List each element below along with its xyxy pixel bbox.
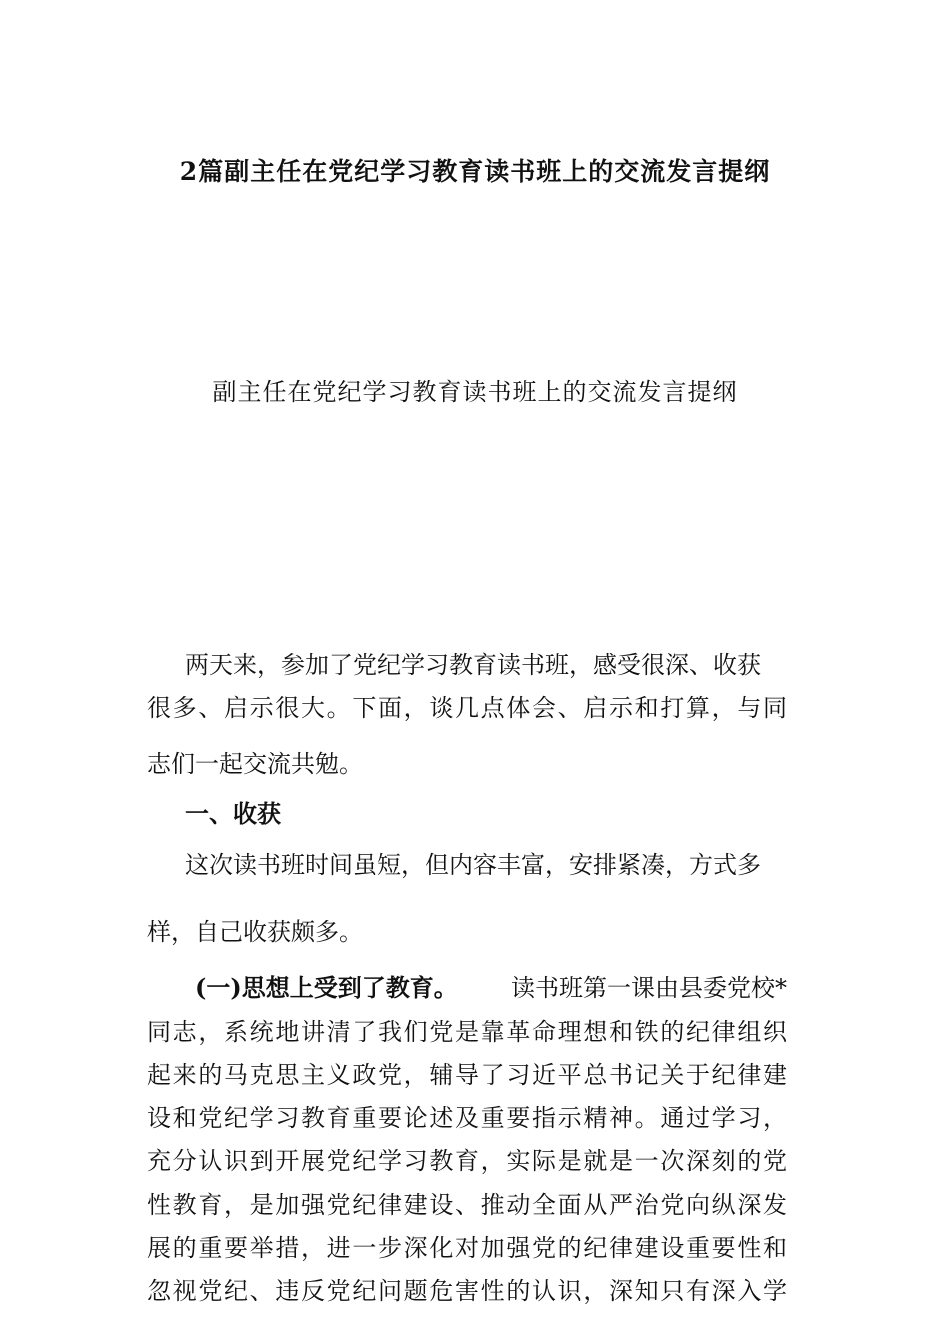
sub1-line-8: 忽视党纪、违反党纪问题危害性的认识，深知只有深入学 xyxy=(147,1277,787,1305)
document-subtitle: 副主任在党纪学习教育读书班上的交流发言提纲 xyxy=(212,378,738,406)
sub1-line-6: 性教育，是加强党纪律建设、推动全面从严治党向纵深发 xyxy=(147,1191,787,1219)
intro-line-1: 两天来，参加了党纪学习教育读书班，感受很深、收获 xyxy=(185,651,761,679)
sub1-line-1 xyxy=(195,968,787,1003)
section-heading-1: 一、收获 xyxy=(185,799,281,828)
intro-line-2: 很多、启示很大。下面，谈几点体会、启示和打算，与同 xyxy=(147,694,787,722)
sub1-line-7: 展的重要举措，进一步深化对加强党的纪律建设重要性和 xyxy=(147,1234,787,1262)
sub1-first-line-text: 读书班第一课由县委党校* xyxy=(511,974,787,1002)
document-title: 2篇副主任在党纪学习教育读书班上的交流发言提纲 xyxy=(179,157,771,186)
intro-line-3: 志们一起交流共勉。 xyxy=(147,750,363,778)
section1-line-2: 样，自己收获颇多。 xyxy=(147,918,363,946)
sub1-line-5: 充分认识到开展党纪学习教育，实际是就是一次深刻的党 xyxy=(147,1147,787,1175)
sub1-line-4: 设和党纪学习教育重要论述及重要指示精神。通过学习， xyxy=(147,1104,787,1132)
sub1-line-2: 同志，系统地讲清了我们党是靠革命理想和铁的纪律组织 xyxy=(147,1018,787,1046)
sub1-line-3: 起来的马克思主义政党，辅导了习近平总书记关于纪律建 xyxy=(147,1061,787,1089)
sub1-heading: (一)思想上受到了教育。 xyxy=(195,973,458,1002)
section1-line-1: 这次读书班时间虽短，但内容丰富，安排紧凑，方式多 xyxy=(185,851,761,879)
